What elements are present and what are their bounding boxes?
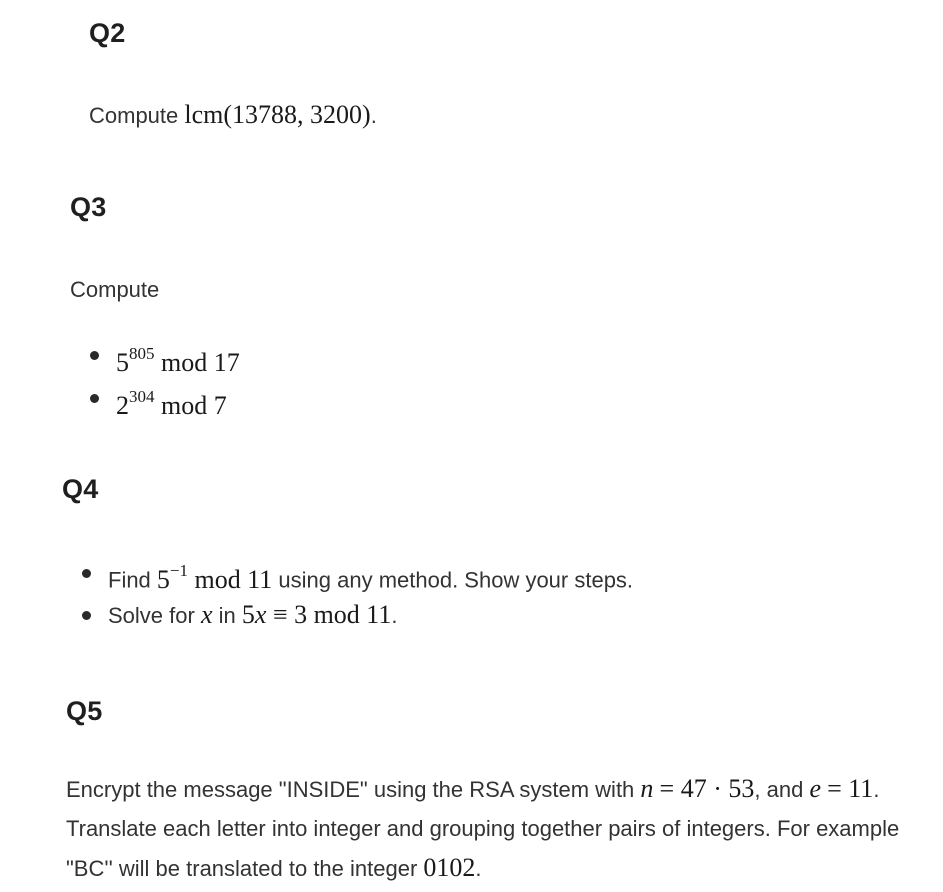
- q5-question: [66, 769, 926, 888]
- q3-list: [90, 334, 240, 420]
- list-item: [90, 334, 240, 377]
- q4-item2-period: .: [391, 603, 398, 628]
- q2-lcm-expression: lcm(13788, 3200): [184, 100, 371, 129]
- q5-e-value: = 11: [827, 774, 874, 803]
- q5-example-number: 0102: [423, 853, 476, 882]
- q3-intro: Compute: [70, 277, 160, 302]
- q2-text: Compute: [89, 103, 179, 128]
- q2-heading: Q2: [89, 18, 126, 48]
- q4-var-x: x: [200, 600, 213, 629]
- q2-period: .: [370, 103, 377, 128]
- q5-n-var: n: [640, 774, 654, 803]
- q5-heading: Q5: [66, 696, 103, 726]
- q3-expression-1: $5^{805}$ mod 17: [116, 344, 240, 377]
- list-item: [82, 594, 633, 636]
- q4-item2-mid: in: [218, 603, 236, 628]
- q5-e-var: e: [809, 774, 821, 803]
- q5-n-value: = 47 · 53: [659, 774, 755, 803]
- q2-question: [89, 100, 377, 130]
- list-item: [82, 552, 633, 594]
- q5-line-2: Translate each letter into integer and grouping together pairs of integers. For example: [66, 816, 900, 841]
- q3-expression-2: $2^{304}$ mod 7: [116, 387, 227, 420]
- q4-item1-post: using any method. Show your steps.: [278, 567, 634, 593]
- q5-line-1: Encrypt the message "INSIDE" using the RSA system with n = 47 · 53, and e = 11.: [66, 774, 880, 803]
- q4-item1-pre: Find: [108, 567, 151, 593]
- q4-list: [82, 552, 633, 636]
- q4-heading: Q4: [62, 474, 99, 504]
- q4-congruence: 5x ≡ 3 mod 11: [241, 600, 392, 629]
- q4-inverse-expression: $5^{-1}$ mod 11: [156, 561, 273, 594]
- q3-heading: Q3: [70, 192, 107, 222]
- list-item: [90, 377, 240, 420]
- q4-item2-pre: Solve for: [108, 603, 195, 628]
- q5-line-3: "BC'' will be translated to the integer 0102.: [66, 853, 482, 882]
